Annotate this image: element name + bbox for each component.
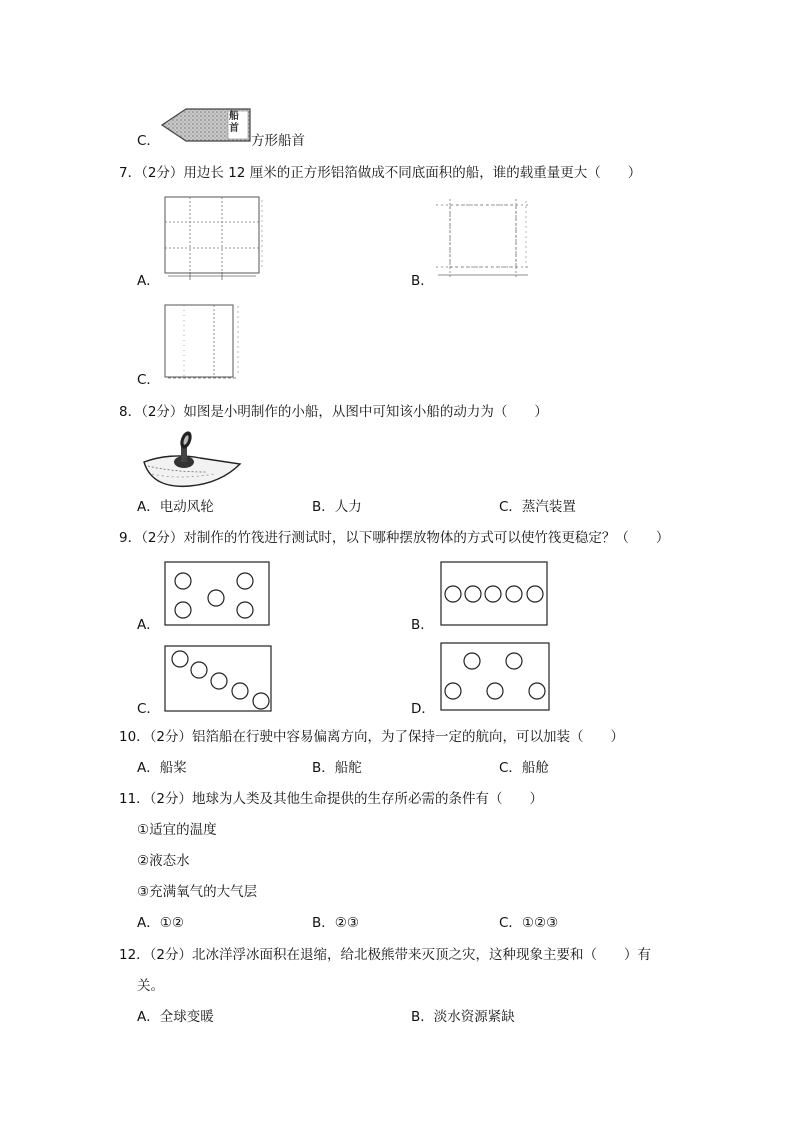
q9-option-b-letter[interactable]: B． <box>411 617 434 633</box>
q9-option-b-figure <box>440 561 548 627</box>
q10-option-a[interactable]: A．船桨 <box>137 760 187 776</box>
q6-option-c-label: 方形船首 <box>251 133 305 149</box>
q12-stem-line1: 12．（2分）北冰洋浮冰面积在退缩，给北极熊带来灭顶之灾，这种现象主要和（ ）有 <box>119 947 652 963</box>
q12-option-a[interactable]: A．全球变暖 <box>137 1009 214 1025</box>
q12-option-b[interactable]: B．淡水资源紧缺 <box>411 1009 515 1025</box>
q8-stem: 8．（2分）如图是小明制作的小船，从图中可知该小船的动力为（ ） <box>119 404 548 420</box>
q11-item-1: ①适宜的温度 <box>137 822 217 838</box>
q9-option-c-figure <box>164 645 272 713</box>
q9-stem: 9．（2分）对制作的竹筏进行测试时，以下哪种摆放物体的方式可以使竹筏更稳定？（ ） <box>119 530 670 546</box>
q11-option-b[interactable]: B．②③ <box>312 915 359 931</box>
q7-option-a-letter[interactable]: A． <box>137 273 160 289</box>
q8-option-b[interactable]: B．人力 <box>312 499 362 515</box>
q9-option-d-letter[interactable]: D． <box>411 701 435 717</box>
q8-option-a[interactable]: A．电动风轮 <box>137 499 214 515</box>
q11-option-c[interactable]: C．①②③ <box>499 915 559 931</box>
toy-boat-image <box>140 430 244 490</box>
q9-option-a-figure <box>164 561 270 627</box>
q7-option-b-figure <box>436 199 532 281</box>
q7-option-c-letter[interactable]: C． <box>137 372 160 388</box>
q6-option-c-letter: C． <box>137 133 160 149</box>
q8-option-c[interactable]: C．蒸汽装置 <box>499 499 576 515</box>
q7-stem: 7．（2分）用边长 12 厘米的正方形铝箔做成不同底面积的船，谁的载重量更大（ ） <box>119 165 642 181</box>
q10-option-b[interactable]: B．船舵 <box>312 760 362 776</box>
q7-option-a-figure <box>164 196 266 280</box>
q9-option-d-figure <box>440 642 550 712</box>
q11-item-3: ③充满氧气的大气层 <box>137 884 258 900</box>
q10-option-c[interactable]: C．船舱 <box>499 760 549 776</box>
q7-option-b-letter[interactable]: B． <box>411 273 434 289</box>
q10-stem: 10．（2分）铝箔船在行驶中容易偏离方向，为了保持一定的航向，可以加装（ ） <box>119 729 625 745</box>
q12-stem-line2: 关。 <box>137 978 164 994</box>
q11-item-2: ②液态水 <box>137 853 190 869</box>
bow-stamp-text: 船首 <box>229 111 239 134</box>
q11-stem: 11．（2分）地球为人类及其他生命提供的生存所必需的条件有（ ） <box>119 791 544 807</box>
q9-option-a-letter[interactable]: A． <box>137 617 160 633</box>
q7-option-c-figure <box>164 304 244 382</box>
q11-option-a[interactable]: A．①② <box>137 915 184 931</box>
q9-option-c-letter[interactable]: C． <box>137 701 160 717</box>
